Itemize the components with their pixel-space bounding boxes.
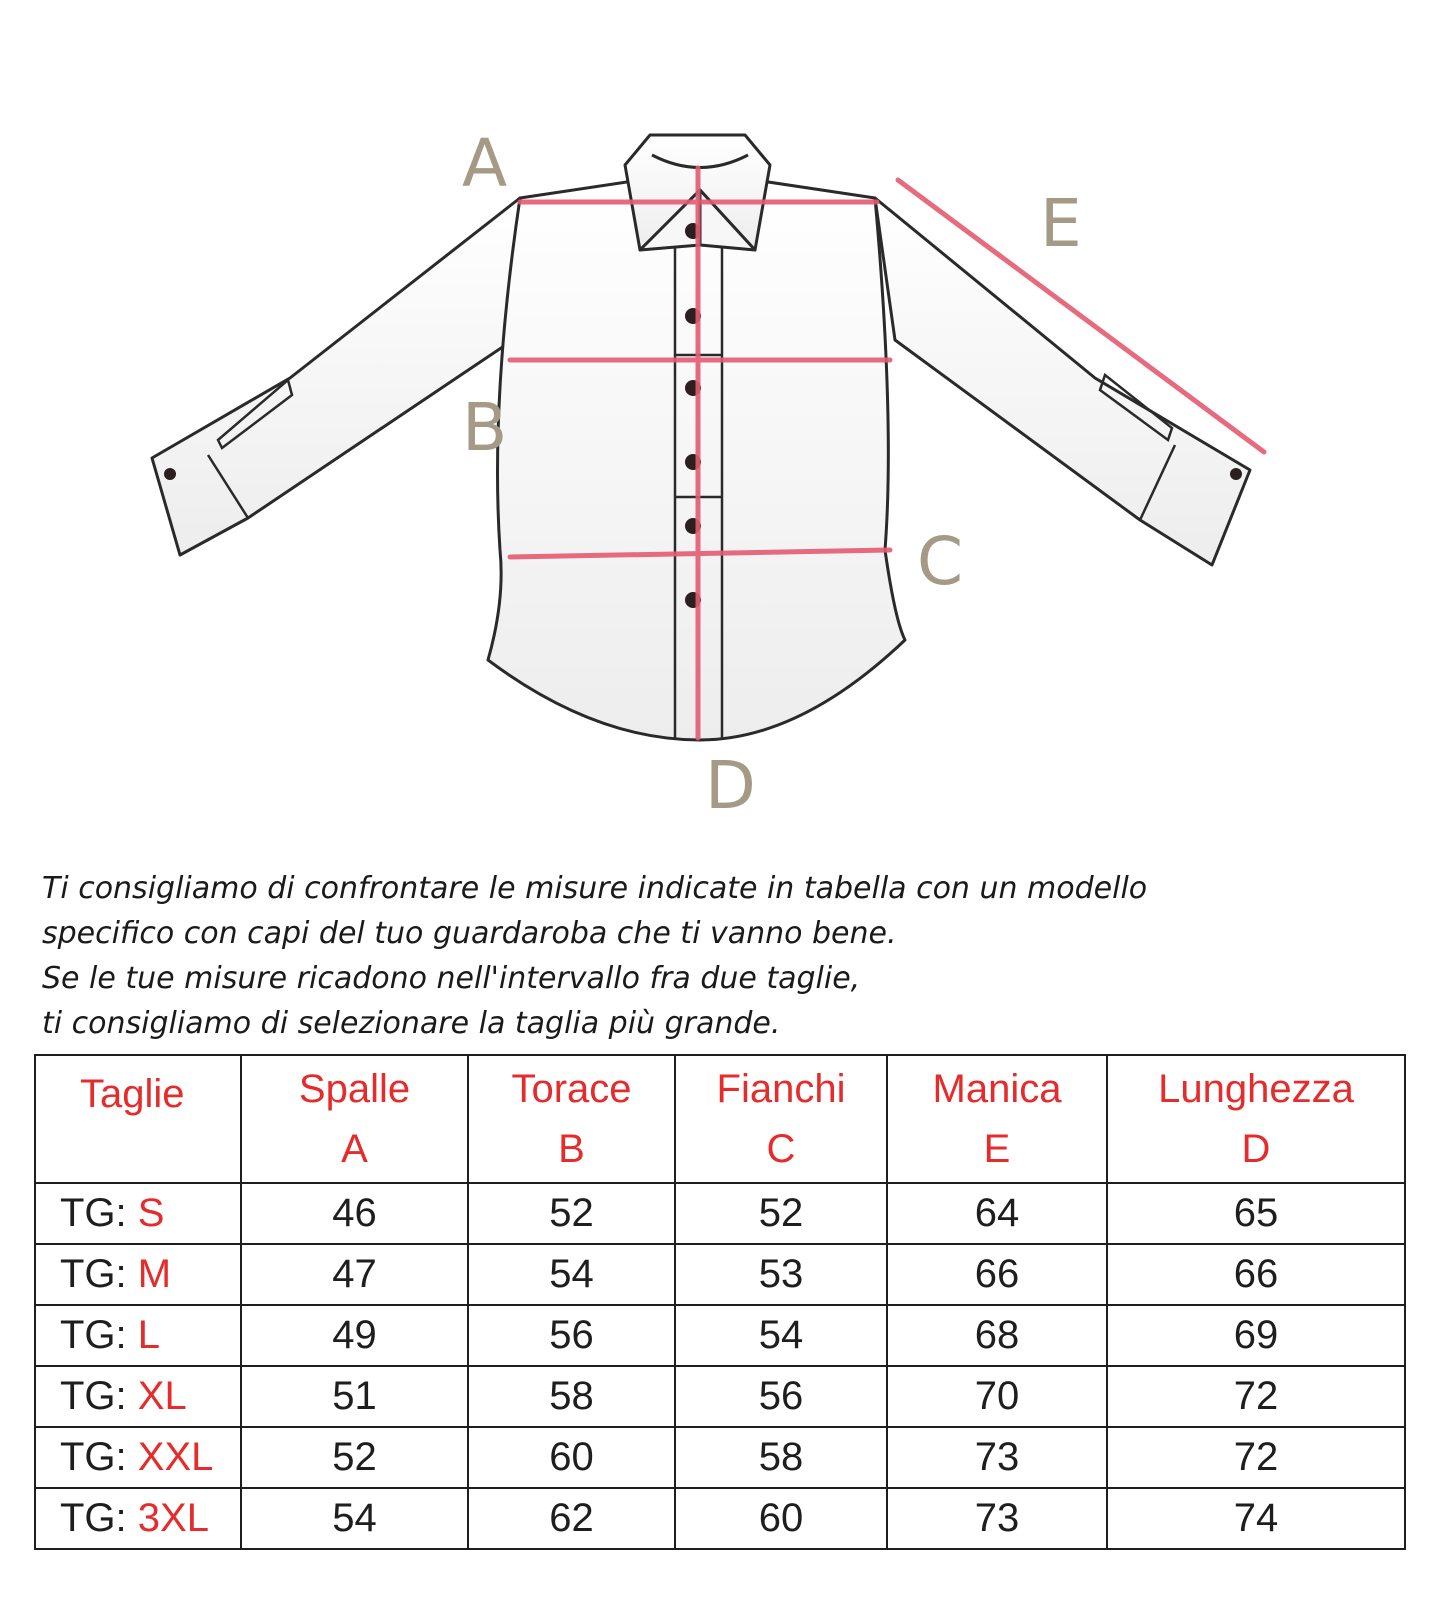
measurement-cell: 46	[241, 1183, 468, 1244]
header-code: D	[1241, 1127, 1271, 1171]
size-prefix: TG:	[60, 1374, 127, 1418]
size-code: M	[137, 1252, 172, 1296]
size-label-cell	[35, 1183, 241, 1244]
measurement-cell: 73	[887, 1488, 1107, 1549]
header-torace	[468, 1055, 675, 1183]
measurement-cell: 51	[241, 1366, 468, 1427]
advice-line: ti consigliamo di selezionare la taglia più grande.	[42, 1006, 781, 1041]
table-row	[35, 1366, 1405, 1427]
header-label: Taglie	[80, 1072, 185, 1116]
measurement-cell: 70	[887, 1366, 1107, 1427]
header-manica	[887, 1055, 1107, 1183]
table-row	[35, 1488, 1405, 1549]
measurement-cell: 74	[1107, 1488, 1405, 1549]
measurement-cell: 58	[468, 1366, 675, 1427]
measurement-cell: 66	[1107, 1244, 1405, 1305]
size-label-cell	[35, 1488, 241, 1549]
sizing-advice	[42, 866, 1342, 1046]
size-prefix: TG:	[60, 1252, 127, 1296]
header-code: C	[766, 1127, 796, 1171]
measurement-cell: 73	[887, 1427, 1107, 1488]
measurement-cell: 69	[1107, 1305, 1405, 1366]
shirt-outline	[152, 135, 1250, 740]
measurement-cell: 72	[1107, 1366, 1405, 1427]
measurement-cell: 53	[675, 1244, 887, 1305]
table-row	[35, 1305, 1405, 1366]
size-prefix: TG:	[60, 1191, 127, 1235]
size-label-cell	[35, 1427, 241, 1488]
advice-line: specifico con capi del tuo guardaroba che ti vanno bene.	[42, 916, 897, 951]
measurement-cell: 66	[887, 1244, 1107, 1305]
size-label-cell	[35, 1244, 241, 1305]
measurement-cell: 60	[468, 1427, 675, 1488]
size-rows	[35, 1183, 1405, 1549]
size-code: L	[137, 1313, 161, 1357]
measurement-cell: 49	[241, 1305, 468, 1366]
size-code: XL	[137, 1374, 187, 1418]
measurement-cell: 54	[468, 1244, 675, 1305]
size-code: 3XL	[137, 1496, 209, 1540]
size-chart-table	[34, 1054, 1406, 1550]
advice-line: Se le tue misure ricadono nell'intervallo fra due taglie,	[42, 961, 861, 996]
measurement-cell: 56	[675, 1366, 887, 1427]
measurement-cell: 60	[675, 1488, 887, 1549]
label-b: B	[462, 389, 508, 466]
label-a: A	[462, 125, 508, 202]
size-prefix: TG:	[60, 1313, 127, 1357]
header-fianchi	[675, 1055, 887, 1183]
size-code: S	[137, 1191, 165, 1235]
measurement-cell: 64	[887, 1183, 1107, 1244]
header-label: Manica	[932, 1067, 1062, 1111]
label-c: C	[917, 523, 964, 600]
header-code: B	[558, 1127, 585, 1171]
measurement-cell: 62	[468, 1488, 675, 1549]
table-row	[35, 1244, 1405, 1305]
header-label: Fianchi	[716, 1067, 846, 1111]
header-label: Lunghezza	[1158, 1067, 1354, 1111]
table-header-row	[35, 1055, 1405, 1183]
header-spalle	[241, 1055, 468, 1183]
header-label: Torace	[511, 1067, 632, 1111]
header-code: A	[341, 1127, 368, 1171]
measurement-cell: 52	[468, 1183, 675, 1244]
measurement-cell: 72	[1107, 1427, 1405, 1488]
table-row	[35, 1183, 1405, 1244]
measurement-cell: 68	[887, 1305, 1107, 1366]
measurement-cell: 58	[675, 1427, 887, 1488]
measurement-cell: 56	[468, 1305, 675, 1366]
size-prefix: TG:	[60, 1435, 127, 1479]
measurement-cell: 52	[675, 1183, 887, 1244]
measurement-cell: 65	[1107, 1183, 1405, 1244]
size-label-cell	[35, 1305, 241, 1366]
measurement-cell: 52	[241, 1427, 468, 1488]
label-d: D	[705, 747, 756, 824]
size-label-cell	[35, 1366, 241, 1427]
measurement-cell: 47	[241, 1244, 468, 1305]
advice-line: Ti consigliamo di confrontare le misure indicate in tabella con un modello	[42, 871, 1148, 906]
size-code: XXL	[137, 1435, 214, 1479]
size-prefix: TG:	[60, 1496, 127, 1540]
label-e: E	[1040, 185, 1082, 262]
header-taglie	[35, 1055, 241, 1183]
measurement-cell: 54	[675, 1305, 887, 1366]
header-code: E	[983, 1127, 1011, 1171]
measurement-cell: 54	[241, 1488, 468, 1549]
header-lunghezza	[1107, 1055, 1405, 1183]
header-label: Spalle	[298, 1067, 411, 1111]
table-row	[35, 1427, 1405, 1488]
